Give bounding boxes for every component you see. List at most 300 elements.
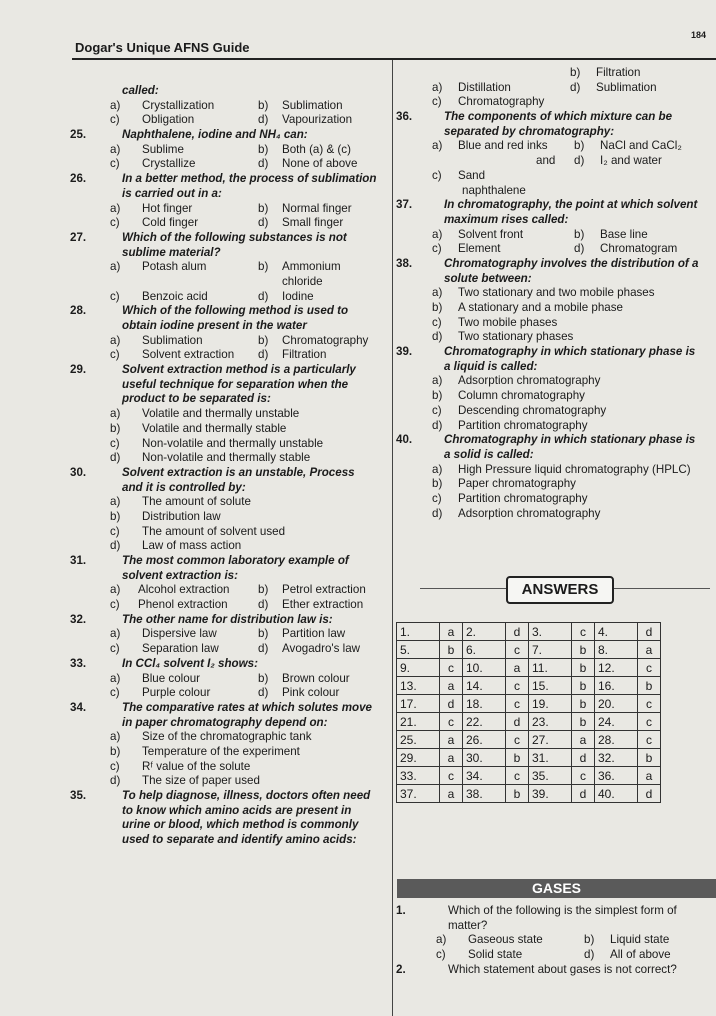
answer-number: 32. <box>595 749 638 767</box>
page-number: 184 <box>690 30 706 40</box>
answer-letter: c <box>506 641 529 659</box>
question-line <box>396 198 714 213</box>
answer-number: 34. <box>463 767 506 785</box>
question-number: 26. <box>70 172 87 186</box>
line-text: solute between: <box>444 271 532 285</box>
line-text: Solvent extraction <box>142 348 235 362</box>
line-text: d) <box>432 506 443 520</box>
question-line <box>396 904 714 919</box>
answer-number: 16. <box>595 677 638 695</box>
line-text: c) <box>432 95 442 109</box>
text-line <box>396 184 714 199</box>
line-text: b) <box>432 301 443 314</box>
text-line <box>396 919 714 934</box>
text-line <box>70 290 392 305</box>
answer-number: 23. <box>529 713 572 731</box>
answer-letter: c <box>572 623 595 641</box>
text-line <box>70 818 392 833</box>
answer-number: 2. <box>463 623 506 641</box>
answer-letter: b <box>506 785 529 803</box>
question-line <box>396 257 714 272</box>
text-line <box>70 348 392 363</box>
line-text: Chromatography involves the distribution of a <box>444 256 699 270</box>
line-text: useful technique for separation when the <box>122 377 349 391</box>
line-text: The size of paper used <box>142 774 260 788</box>
line-text: Temperature of the experiment <box>142 744 300 758</box>
gases-heading: GASES <box>397 879 716 898</box>
text-line <box>70 157 392 172</box>
line-text: matter? <box>448 918 488 932</box>
text-line <box>70 422 392 437</box>
line-text: Two mobile phases <box>458 315 558 329</box>
text-line <box>70 187 392 202</box>
text-line <box>396 286 714 301</box>
answer-number: 6. <box>463 641 506 659</box>
text-line <box>70 760 392 775</box>
text-line <box>396 463 714 478</box>
line-text: Volatile and thermally stable <box>142 421 287 435</box>
line-text: Dispersive law <box>142 627 217 641</box>
line-text: Blue colour <box>142 671 201 685</box>
line-text: Separation law <box>142 642 219 656</box>
question-number: 27. <box>70 230 87 244</box>
line-text: Avogadro's law <box>282 642 361 656</box>
line-text: a) <box>432 286 443 300</box>
line-text: Size of the chromatographic tank <box>142 730 312 744</box>
answer-number: 5. <box>397 641 440 659</box>
text-line <box>396 448 714 463</box>
text-line <box>396 66 714 81</box>
line-text: product to be separated is: <box>122 392 271 406</box>
line-text: d) <box>258 642 269 656</box>
answer-letter: b <box>572 713 595 731</box>
text-line <box>396 360 714 375</box>
line-text: c) <box>432 403 442 417</box>
question-line <box>396 345 714 360</box>
line-text: To help diagnose, illness, doctors often need <box>122 789 371 802</box>
answer-number: 3. <box>529 623 572 641</box>
line-text: maximum rises called: <box>444 212 569 226</box>
gases-section <box>396 904 714 977</box>
answer-letter: a <box>440 731 463 749</box>
line-text: Blue and red inks <box>458 139 548 153</box>
text-line <box>70 495 392 510</box>
text-line <box>70 525 392 540</box>
line-text: urine or blood, which method is commonly <box>122 818 359 832</box>
line-text: b) <box>110 744 121 758</box>
answer-letter: c <box>506 695 529 713</box>
line-text: Ether extraction <box>282 598 364 612</box>
line-text: b) <box>258 333 269 347</box>
answer-letter: d <box>506 623 529 641</box>
line-text: Which of the following is the simplest form of <box>448 904 677 917</box>
line-text: Sublimation <box>142 333 203 347</box>
text-line <box>70 510 392 525</box>
line-text: d) <box>258 216 269 230</box>
line-text: a) <box>432 227 443 241</box>
text-line <box>70 143 392 158</box>
text-line <box>70 437 392 452</box>
answer-letter: b <box>572 695 595 713</box>
answer-row <box>397 713 661 731</box>
line-text: In a better method, the process of sublimation <box>122 172 377 186</box>
line-text: Two stationary phases <box>458 330 574 344</box>
line-text: Non-volatile and thermally stable <box>142 451 311 465</box>
answer-letter: a <box>440 785 463 803</box>
line-text: sublime material? <box>122 245 221 259</box>
line-text: and <box>536 154 556 168</box>
line-text: Paper chromatography <box>458 477 576 491</box>
line-text: High Pressure liquid chromatography (HPLC) <box>458 462 691 476</box>
line-text: to know which amino acids are present in <box>122 803 352 817</box>
line-text: is carried out in a: <box>122 186 222 200</box>
line-text: c) <box>110 348 120 362</box>
answer-letter: d <box>440 695 463 713</box>
question-number: 37. <box>396 198 413 212</box>
question-line <box>70 128 392 143</box>
text-line <box>70 202 392 217</box>
answer-letter: c <box>440 659 463 677</box>
text-line <box>70 99 392 114</box>
line-text: obtain iodine present in the water <box>122 319 307 332</box>
line-text: Solid state <box>468 948 523 962</box>
question-line <box>396 110 714 125</box>
answer-letter: a <box>440 623 463 641</box>
line-text: Chromatography in which stationary phase is <box>444 345 696 359</box>
line-text: Element <box>458 242 501 256</box>
answer-number: 38. <box>463 785 506 803</box>
line-text: d) <box>258 598 269 612</box>
text-line <box>396 933 714 948</box>
line-text: in paper chromatography depend on: <box>122 715 328 729</box>
answers-heading: ANSWERS <box>506 576 614 604</box>
line-text: Law of mass action <box>142 539 242 553</box>
answer-number: 30. <box>463 749 506 767</box>
answer-number: 24. <box>595 713 638 731</box>
line-text: a) <box>110 730 121 744</box>
answer-letter: c <box>638 659 661 677</box>
text-line <box>70 627 392 642</box>
answer-number: 19. <box>529 695 572 713</box>
text-line <box>70 716 392 731</box>
line-text: c) <box>432 242 442 256</box>
text-line <box>396 125 714 140</box>
answer-letter: b <box>572 641 595 659</box>
text-line <box>70 216 392 231</box>
answer-number: 33. <box>397 767 440 785</box>
text-line <box>396 154 714 169</box>
line-text: Sublimation <box>282 98 343 112</box>
line-text: b) <box>258 260 269 274</box>
line-text: d) <box>110 774 121 788</box>
text-line <box>70 598 392 613</box>
text-line <box>396 507 714 522</box>
line-text: b) <box>432 389 443 403</box>
answer-number: 27. <box>529 731 572 749</box>
answer-row <box>397 749 661 767</box>
line-text: Cold finger <box>142 216 199 230</box>
line-text: c) <box>110 642 120 656</box>
left-column <box>70 84 392 848</box>
answer-number: 20. <box>595 695 638 713</box>
line-text: All of above <box>610 948 671 962</box>
line-text: Potash alum <box>142 260 207 274</box>
answer-letter: c <box>638 695 661 713</box>
answer-number: 18. <box>463 695 506 713</box>
line-text: a) <box>110 142 121 156</box>
text-line <box>396 948 714 963</box>
answer-number: 7. <box>529 641 572 659</box>
line-text: and it is controlled by: <box>122 480 246 494</box>
line-text: naphthalene <box>462 183 526 197</box>
answer-letter: c <box>440 767 463 785</box>
answer-number: 21. <box>397 713 440 731</box>
line-text: d) <box>432 330 443 344</box>
line-text: a liquid is called: <box>444 359 538 373</box>
text-line <box>70 569 392 584</box>
line-text: A stationary and a mobile phase <box>458 301 623 314</box>
answer-letter: b <box>506 749 529 767</box>
question-number: 31. <box>70 554 87 567</box>
text-line <box>396 242 714 257</box>
text-line <box>70 260 392 275</box>
text-line <box>70 407 392 422</box>
question-number: 1. <box>396 904 406 917</box>
line-text: In chromatography, the point at which solvent <box>444 198 698 212</box>
line-text: b) <box>574 139 585 153</box>
line-text: b) <box>258 583 269 597</box>
line-text: b) <box>258 201 269 215</box>
text-line <box>396 272 714 287</box>
column-divider <box>392 60 393 1016</box>
answer-row <box>397 623 661 641</box>
line-text: a) <box>110 201 121 215</box>
right-column <box>396 66 714 521</box>
line-text: Which of the following substances is not <box>122 230 347 244</box>
line-text: c) <box>432 168 442 182</box>
answer-number: 17. <box>397 695 440 713</box>
line-text: a solid is called: <box>444 447 534 461</box>
answer-letter: c <box>440 713 463 731</box>
line-text: Crystallize <box>142 157 196 171</box>
answers-table <box>396 622 661 803</box>
question-line <box>70 789 392 804</box>
line-text: d) <box>258 686 269 700</box>
line-text: c) <box>110 598 120 612</box>
line-text: Adsorption chromatography <box>458 374 601 388</box>
line-text: Gaseous state <box>468 933 543 947</box>
answer-letter: b <box>638 749 661 767</box>
text-line <box>70 246 392 261</box>
line-text: a) <box>110 260 121 274</box>
line-text: a) <box>110 333 121 347</box>
line-text: Normal finger <box>282 201 352 215</box>
line-text: Base line <box>600 227 648 241</box>
text-line <box>70 113 392 128</box>
text-line <box>70 378 392 393</box>
line-text: Descending chromatography <box>458 403 607 417</box>
answer-number: 36. <box>595 767 638 785</box>
line-text: Naphthalene, iodine and NH₄ can: <box>122 128 308 142</box>
line-text: The most common laboratory example of <box>122 554 349 567</box>
line-text: a) <box>110 495 121 509</box>
line-text: c) <box>432 491 442 505</box>
text-line <box>396 139 714 154</box>
answer-number: 13. <box>397 677 440 695</box>
answer-letter: b <box>572 659 595 677</box>
line-text: used to separate and identify amino acids: <box>122 833 357 847</box>
answer-letter: d <box>572 785 595 803</box>
answer-letter: d <box>506 713 529 731</box>
line-text: Small finger <box>282 216 344 230</box>
question-line <box>70 172 392 187</box>
text-line <box>396 330 714 345</box>
line-text: The amount of solute <box>142 495 251 509</box>
answer-number: 1. <box>397 623 440 641</box>
line-text: Solvent extraction method is a particularly <box>122 363 356 377</box>
answer-letter: c <box>506 677 529 695</box>
book-title: Dogar's Unique AFNS Guide <box>75 40 250 55</box>
answer-row <box>397 677 661 695</box>
text-line <box>70 84 392 99</box>
line-text: Chromatogram <box>600 242 678 256</box>
line-text: The comparative rates at which solutes move <box>122 700 372 714</box>
line-text: Sublimation <box>596 80 657 94</box>
line-text: Chromatography in which stationary phase is <box>444 433 696 447</box>
text-line <box>396 389 714 404</box>
line-text: b) <box>258 671 269 685</box>
text-line <box>70 774 392 789</box>
question-number: 32. <box>70 612 87 626</box>
text-line <box>70 642 392 657</box>
answer-number: 11. <box>529 659 572 677</box>
line-text: Crystallization <box>142 98 215 112</box>
line-text: Which statement about gases is not correct? <box>448 962 677 976</box>
answer-letter: d <box>638 785 661 803</box>
text-line <box>396 477 714 492</box>
answer-letter: c <box>506 731 529 749</box>
text-line <box>396 81 714 96</box>
answer-letter: a <box>506 659 529 677</box>
text-line <box>70 481 392 496</box>
line-text: Distillation <box>458 80 511 94</box>
text-line <box>70 275 392 290</box>
line-text: a) <box>432 139 443 153</box>
answer-letter: a <box>572 731 595 749</box>
text-line <box>396 316 714 331</box>
question-number: 35. <box>70 789 87 802</box>
line-text: separated by chromatography: <box>444 124 615 138</box>
question-number: 28. <box>70 304 87 318</box>
text-line <box>70 334 392 349</box>
answer-row <box>397 695 661 713</box>
answer-row <box>397 731 661 749</box>
line-text: Liquid state <box>610 933 670 947</box>
header-rule <box>72 58 716 60</box>
question-line <box>70 466 392 481</box>
answer-letter: d <box>572 749 595 767</box>
line-text: Petrol extraction <box>282 583 366 597</box>
line-text: Which of the following method is used to <box>122 304 349 318</box>
answer-number: 40. <box>595 785 638 803</box>
line-text: Two stationary and two mobile phases <box>458 286 655 300</box>
line-text: Partition law <box>282 627 346 641</box>
answer-letter: a <box>638 641 661 659</box>
answer-row <box>397 785 661 803</box>
question-line <box>396 433 714 448</box>
question-number: 39. <box>396 345 413 359</box>
text-line <box>70 539 392 554</box>
line-text: In CCl₄ solvent I₂ shows: <box>122 656 258 670</box>
line-text: Partition chromatography <box>458 418 588 432</box>
line-text: d) <box>110 539 121 553</box>
text-line <box>70 583 392 598</box>
question-number: 34. <box>70 700 87 714</box>
answer-number: 39. <box>529 785 572 803</box>
line-text: Solvent front <box>458 227 524 241</box>
line-text: b) <box>584 933 595 947</box>
line-text: b) <box>110 509 121 523</box>
line-text: a) <box>432 462 443 476</box>
answer-letter: a <box>638 767 661 785</box>
line-text: d) <box>574 154 585 168</box>
line-text: b) <box>258 627 269 641</box>
line-text: c) <box>110 686 120 700</box>
line-text: Iodine <box>282 289 314 303</box>
text-line <box>70 451 392 466</box>
line-text: called: <box>122 84 159 97</box>
line-text: a) <box>432 374 443 388</box>
line-text: c) <box>110 113 120 127</box>
line-text: c) <box>110 436 120 450</box>
text-line <box>70 833 392 848</box>
line-text: Adsorption chromatography <box>458 506 601 520</box>
line-text: solvent extraction is: <box>122 568 238 582</box>
text-line <box>70 686 392 701</box>
answer-number: 8. <box>595 641 638 659</box>
line-text: d) <box>258 157 269 171</box>
line-text: Vapourization <box>282 113 353 127</box>
question-line <box>396 963 714 978</box>
line-text: d) <box>574 242 585 256</box>
line-text: a) <box>110 407 121 421</box>
line-text: Hot finger <box>142 201 193 215</box>
line-text: None of above <box>282 157 358 171</box>
text-line <box>396 404 714 419</box>
line-text: d) <box>258 348 269 362</box>
line-text: NaCl and CaCl₂ <box>600 139 682 153</box>
line-text: Ammonium <box>282 260 341 274</box>
line-text: b) <box>258 98 269 112</box>
line-text: a) <box>436 933 447 947</box>
line-text: Purple colour <box>142 686 211 700</box>
answer-letter: b <box>440 641 463 659</box>
line-text: b) <box>258 142 269 156</box>
answer-number: 9. <box>397 659 440 677</box>
line-text: a) <box>110 583 121 597</box>
line-text: c) <box>110 524 120 538</box>
answer-number: 25. <box>397 731 440 749</box>
text-line <box>70 319 392 334</box>
line-text: c) <box>110 759 120 773</box>
line-text: Distribution law <box>142 509 221 523</box>
answer-letter: c <box>506 767 529 785</box>
answer-letter: a <box>440 677 463 695</box>
line-text: c) <box>110 157 120 171</box>
answer-letter: c <box>572 767 595 785</box>
line-text: Filtration <box>596 66 641 79</box>
line-text: b) <box>574 227 585 241</box>
